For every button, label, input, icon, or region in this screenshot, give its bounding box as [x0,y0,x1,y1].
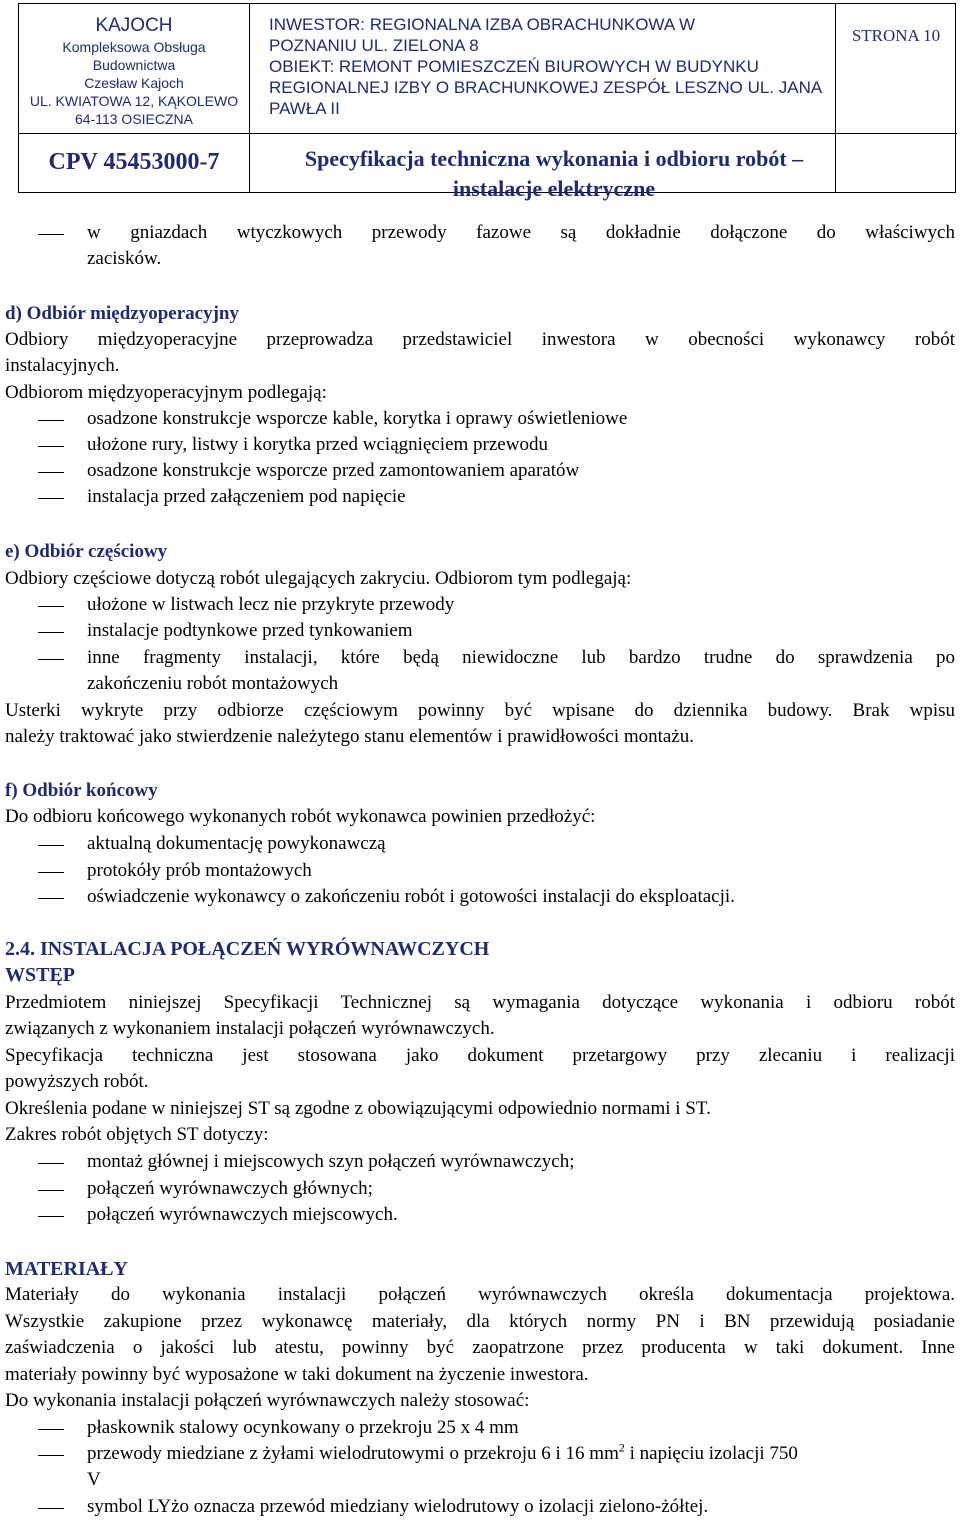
list-item: inne fragmenty instalacji, które będą niewidoczne lub bardzo trudne do sprawdzenia po [87,647,955,668]
text-line: związanych z wykonaniem instalacji połączeń wyrównawczych. [5,1018,495,1039]
cpv-code: CPV 45453000-7 [48,149,220,175]
investor-line: INWESTOR: REGIONALNA IZBA OBRACHUNKOWA W [269,15,696,34]
dash-bullet [38,446,64,447]
dash-bullet [38,1190,64,1191]
text-line: Do wykonania instalacji połączeń wyrównawczych należy stosować: [5,1390,530,1411]
section-heading: d) Odbiór międzyoperacyjny [5,303,239,324]
text-line: materiały powinny być wyposażone w taki dokument na życzenie inwestora. [5,1364,589,1385]
text-line: Specyfikacja techniczna jest stosowana jako dokument przetargowy przy zlecaniu i realizacji [5,1045,955,1066]
list-item-text: i napięciu izolacji 750 [624,1443,798,1464]
list-item: oświadczenie wykonawcy o zakończeniu robót i gotowości instalacji do eksploatacji. [87,886,735,907]
text-line: Zakres robót objętych ST dotyczy: [5,1124,269,1145]
list-item: połączeń wyrównawczych miejscowych. [87,1204,398,1225]
subsection-heading: MATERIAŁY [5,1258,128,1280]
investor-line: POZNANIU UL. ZIELONA 8 [269,36,479,55]
company-name: KAJOCH [95,15,173,36]
list-item: aktualną dokumentację powykonawczą [87,833,386,854]
company-line: Budownictwa [92,57,176,73]
text-line: instalacyjnych. [5,355,120,376]
dash-bullet [38,659,64,660]
page-number: STRONA 10 [851,26,941,45]
company-block [19,14,249,128]
spec-title-line: instalacje elektryczne [452,176,656,201]
dash-bullet [38,1429,64,1430]
list-item: połączeń wyrównawczych głównych; [87,1178,373,1199]
text-line: Wszystkie zakupione przez wykonawcę materiały, dla których normy PN i BN przewidują posiadanie [5,1311,955,1332]
text-line: zacisków. [87,248,162,269]
section-heading: e) Odbiór częściowy [5,541,168,562]
list-item: protokóły prób montażowych [87,860,312,881]
dash-bullet [38,872,64,873]
text-line: Materiały do wykonania instalacji połączeń wyrównawczych określa dokumentacja projektowa. [5,1284,955,1305]
list-item-continued: zakończeniu robót montażowych [87,673,339,694]
text-line: należy traktować jako stwierdzenie należytego stanu elementów i prawidłowości montażu. [5,726,695,747]
list-item-continued: V [87,1469,101,1490]
header-divider [19,133,957,134]
text-line: Do odbioru końcowego wykonanych robót wykonawca powinien przedłożyć: [5,806,596,827]
list-item: osadzone konstrukcje wsporcze kable, korytka i oprawy oświetleniowe [87,408,628,429]
list-item: instalacje podtynkowe przed tynkowaniem [87,620,413,641]
text-line: Odbiory częściowe dotyczą robót ulegających zakryciu. Odbiorom tym podlegają: [5,568,632,589]
list-item: instalacja przed załączeniem pod napięcie [87,486,406,507]
list-item: montaż głównej i miejscowych szyn połączeń wyrównawczych; [87,1151,575,1172]
document-header [18,3,956,201]
spec-title [254,144,854,204]
list-item: ułożone w listwach lecz nie przykryte przewody [87,594,455,615]
text-line: Odbiory międzyoperacyjne przeprowadza przedstawiciel inwestora w obecności wykonawcy robót [5,329,955,350]
list-item: osadzone konstrukcje wsporcze przed zamontowaniem aparatów [87,460,580,481]
dash-bullet [38,898,64,899]
company-line: Kompleksowa Obsługa [62,39,206,55]
list-item: ułożone rury, listwy i korytka przed wciągnięciem przewodu [87,434,548,455]
dash-bullet [38,498,64,499]
section-heading: f) Odbiór końcowy [5,780,158,801]
investor-block [269,14,844,119]
dash-bullet [38,845,64,846]
object-line: PAWŁA II [269,99,340,118]
dash-bullet [38,632,64,633]
company-line: UL. KWIATOWA 12, KĄKOLEWO [29,93,239,109]
superscript: 2 [618,1440,625,1455]
dash-bullet [38,1216,64,1217]
list-item: płaskownik stalowy ocynkowany o przekroju 25 x 4 mm [87,1417,519,1438]
text-line: powyższych robót. [5,1071,149,1092]
company-line: 64-113 OSIECZNA [74,111,193,127]
list-item: symbol LYżo oznacza przewód miedziany wielodrutowy o izolacji zielono-żółtej. [87,1496,709,1517]
subsection-heading: WSTĘP [5,964,76,986]
text-line: w gniazdach wtyczkowych przewody fazowe są dokładnie dołączone do właściwych [87,222,955,243]
text-line: Usterki wykryte przy odbiorze częściowym powinny być wpisane do dziennika budowy. Brak wpisu [5,700,955,721]
dash-bullet [38,1163,64,1164]
dash-bullet [38,1455,64,1456]
object-line: OBIEKT: REMONT POMIESZCZEŃ BIUROWYCH W BUDYNKU [269,57,759,76]
list-item-text: przewody miedziane z żyłami wielodrutowymi o przekroju 6 i 16 mm [87,1443,619,1464]
dash-bullet [38,234,64,235]
text-line: Określenia podane w niniejszej ST są zgodne z obowiązującymi odpowiednio normami i ST. [5,1098,711,1119]
text-line: zaświadczenia o jakości lub atestu, powinny być zaopatrzone przez producenta w taki dokument. Inne [5,1337,955,1358]
text-line: Odbiorom międzyoperacyjnym podlegają: [5,382,327,403]
dash-bullet [38,472,64,473]
dash-bullet [38,606,64,607]
list-item [87,1441,955,1467]
object-line: REGIONALNEJ IZBY O BRACHUNKOWEJ ZESPÓŁ LESZNO UL. JANA [269,78,823,97]
header-divider [249,4,250,192]
spec-title-line: Specyfikacja techniczna wykonania i odbioru robót – [304,146,804,171]
text-line: Przedmiotem niniejszej Specyfikacji Technicznej są wymagania dotyczące wykonania i odbioru robót [5,992,955,1013]
chapter-heading: 2.4. INSTALACJA POŁĄCZEŃ WYRÓWNAWCZYCH [5,938,490,960]
company-line: Czesław Kajoch [84,75,184,91]
dash-bullet [38,420,64,421]
dash-bullet [38,1508,64,1509]
